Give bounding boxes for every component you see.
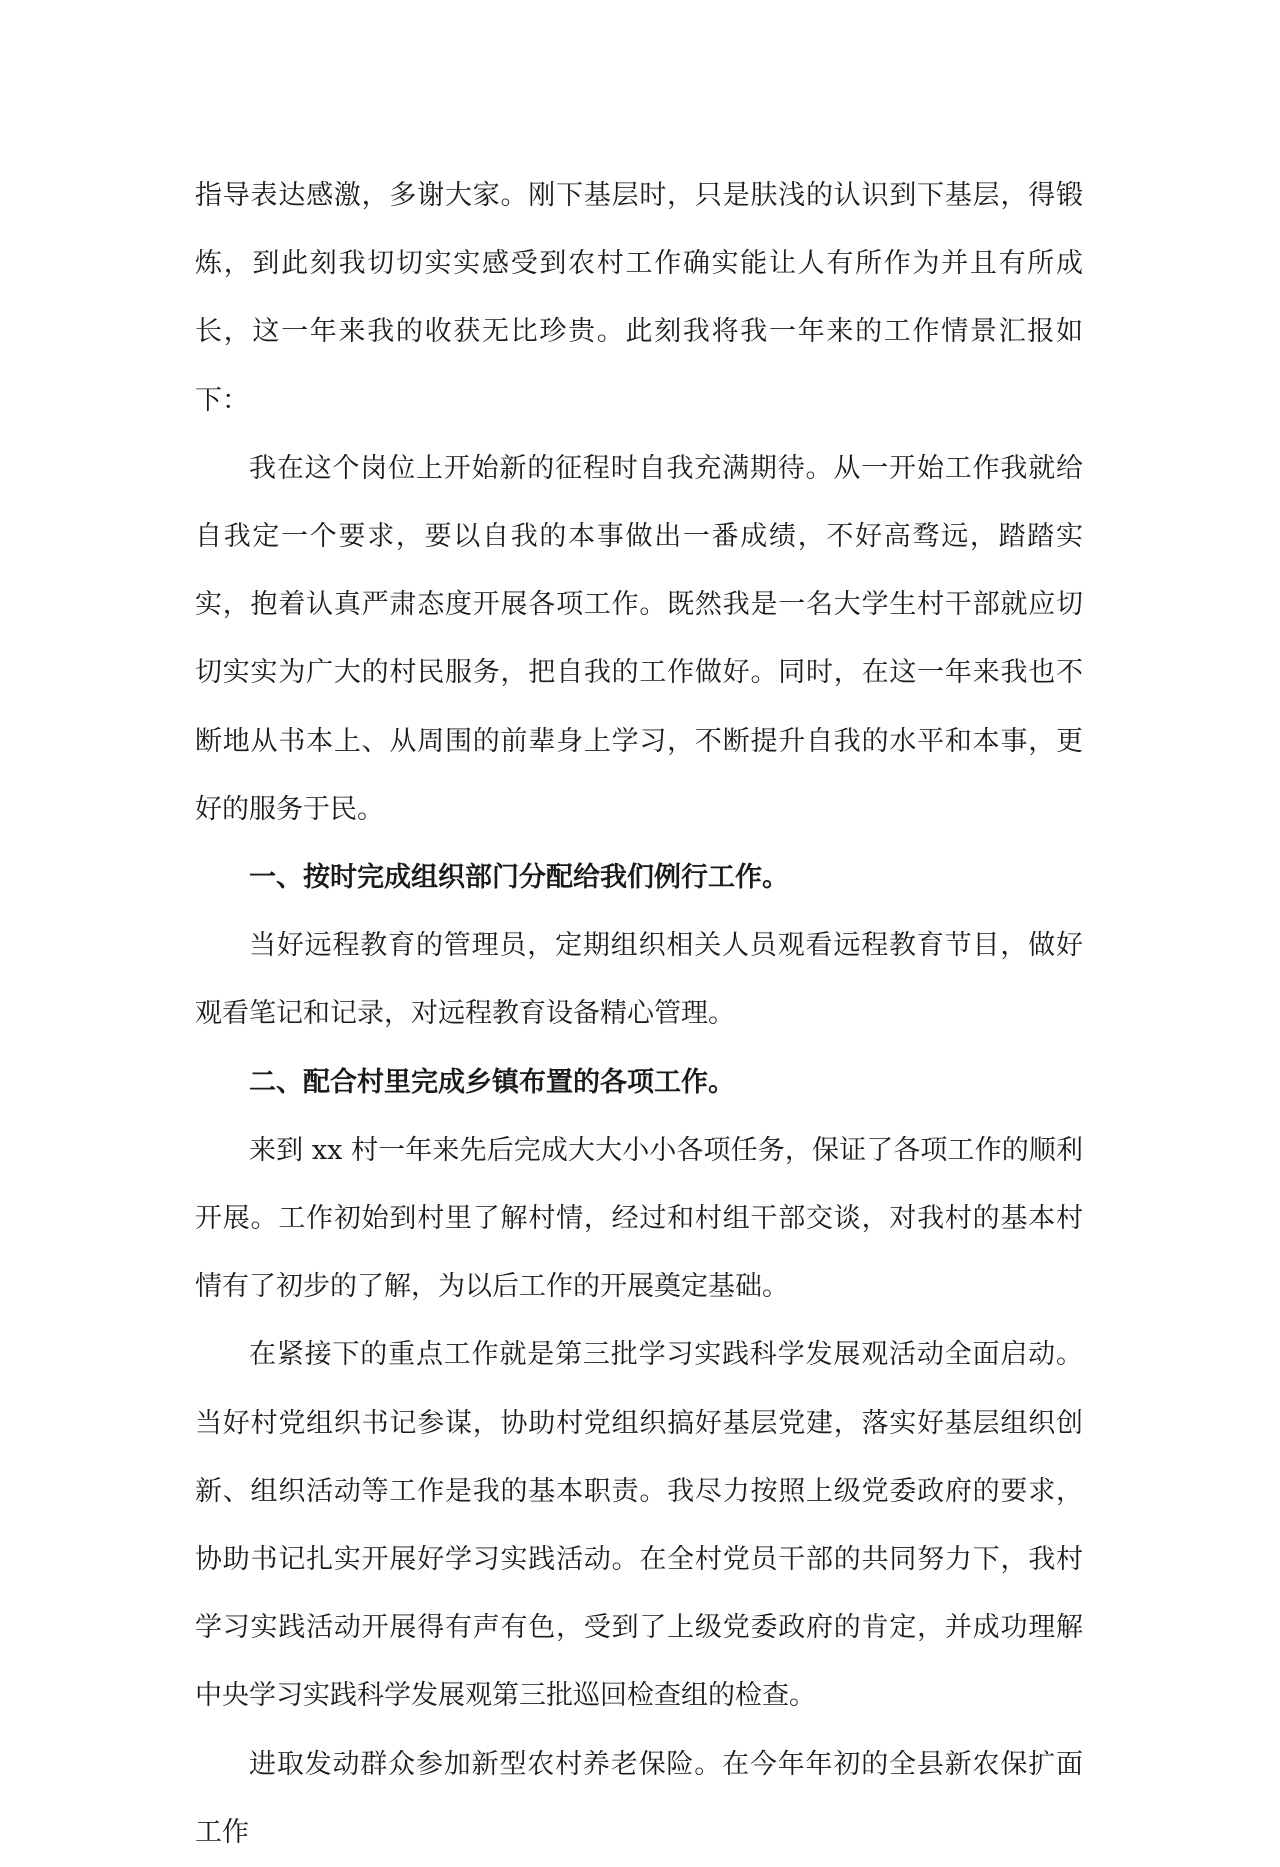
section-heading-routine-work: 一、按时完成组织部门分配给我们例行工作。 bbox=[249, 862, 789, 894]
paragraph-party-building: 在紧接下的重点工作就是第三批学习实践科学发展观活动全面启动。当好村党组织书记参谋，协助村党组织搞好基层党建，落实好基层组织创新、组织活动等工作是我的基本职责。我尽力按照上级党委政府的要求，协助书记扎实开展好学习实践活动。在全村党员干部的共同努力下，我村学习实践活动开展得有声有色，受到了上级党委政府的肯定，并成功理解中央学习实践科学发展观第三批巡回检查组的检查。 bbox=[195, 1339, 1083, 1712]
paragraph-village-tasks: 来到 xx 村一年来先后完成大大小小各项任务，保证了各项工作的顺利开展。工作初始到村里了解村情，经过和村组干部交谈，对我村的基本村情有了初步的了解，为以后工作的开展奠定基础。 bbox=[195, 1134, 1083, 1303]
paragraph-remote-education: 当好远程教育的管理员，定期组织相关人员观看远程教育节目，做好观看笔记和记录，对远程教育设备精心管理。 bbox=[195, 930, 1083, 1030]
paragraph-expectations: 我在这个岗位上开始新的征程时自我充满期待。从一开始工作我就给自我定一个要求，要以自我的本事做出一番成绩，不好高骛远，踏踏实实，抱着认真严肃态度开展各项工作。既然我是一名大学生村干部就应切切实实为广大的村民服务，把自我的工作做好。同时，在这一年来我也不断地从书本上、从周围的前辈身上学习，不断提升自我的水平和本事，更好的服务于民。 bbox=[195, 452, 1083, 825]
section-heading-town-tasks: 二、配合村里完成乡镇布置的各项工作。 bbox=[249, 1066, 735, 1098]
document-body bbox=[195, 162, 1083, 1867]
paragraph-intro-continuation: 指导表达感激，多谢大家。刚下基层时，只是肤浅的认识到下基层，得锻炼，到此刻我切切实实感受到农村工作确实能让人有所作为并且有所成长，这一年来我的收获无比珍贵。此刻我将我一年来的工作情景汇报如下： bbox=[195, 180, 1083, 416]
paragraph-pension-insurance: 进取发动群众参加新型农村养老保险。在今年年初的全县新农保扩面工作 bbox=[195, 1748, 1083, 1848]
